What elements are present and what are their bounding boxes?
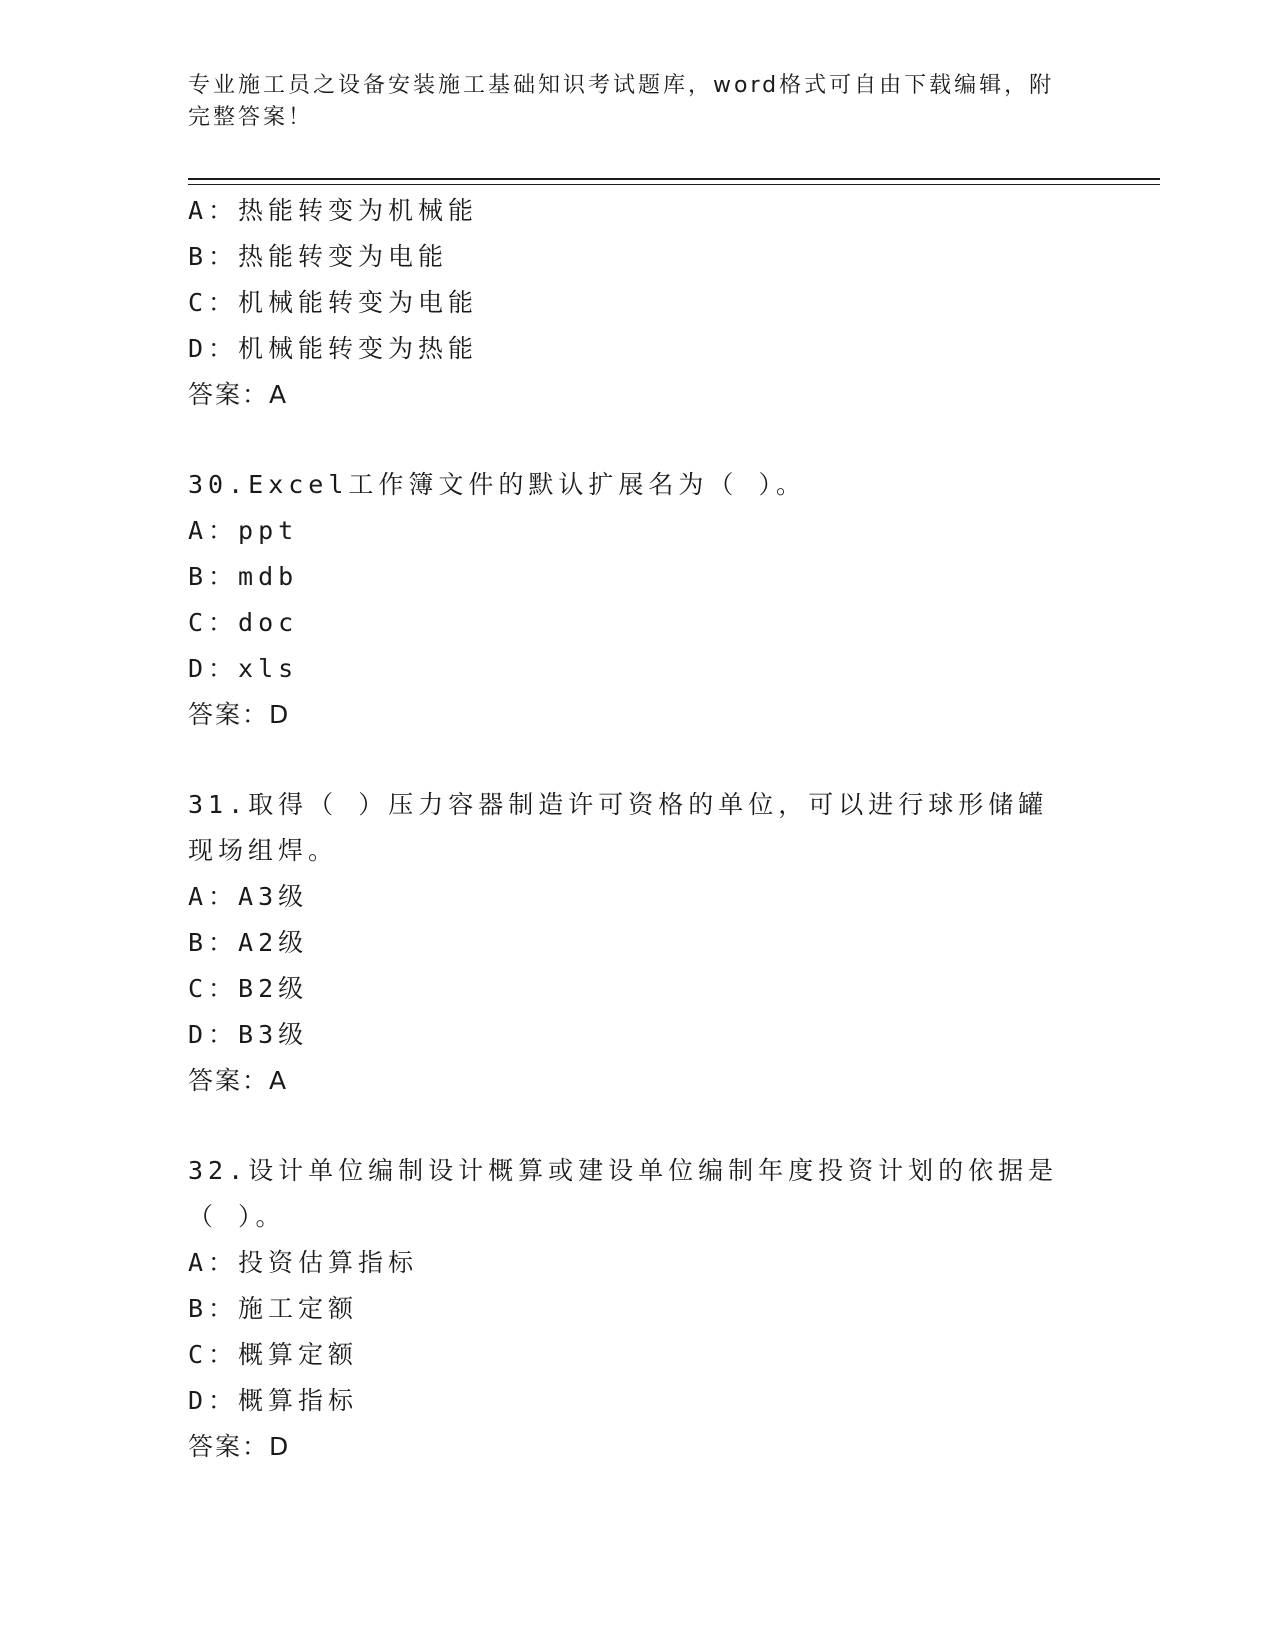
option-c: C：机械能转变为电能 [188, 288, 479, 317]
option-b: B：施工定额 [188, 1294, 359, 1323]
question-block-29 [188, 188, 1068, 418]
option-d: D：概算指标 [188, 1386, 359, 1415]
answer-line: 答案：D [188, 1432, 291, 1461]
option-c: C：doc [188, 608, 299, 637]
question-stem: 31.取得（ ）压力容器制造许可资格的单位，可以进行球形储罐现场组焊。 [188, 790, 1049, 865]
option-a: A：热能转变为机械能 [188, 196, 479, 225]
option-d: D：xls [188, 654, 299, 683]
answer-line: 答案：A [188, 380, 289, 409]
option-c: C：概算定额 [188, 1340, 359, 1369]
option-d: D：机械能转变为热能 [188, 334, 479, 363]
option-a: A：ppt [188, 516, 299, 545]
question-block-31 [188, 782, 1068, 1104]
option-a: A：投资估算指标 [188, 1248, 419, 1277]
option-a: A：A3级 [188, 882, 309, 911]
option-b: B：mdb [188, 562, 299, 591]
option-d: D：B3级 [188, 1020, 309, 1049]
option-b: B：A2级 [188, 928, 309, 957]
option-b: B：热能转变为电能 [188, 242, 449, 271]
question-block-30 [188, 462, 1068, 738]
option-c: C：B2级 [188, 974, 309, 1003]
header-divider-thin [188, 184, 1160, 185]
document-header: 专业施工员之设备安装施工基础知识考试题库，word格式可自由下载编辑，附完整答案！ [188, 73, 1055, 130]
question-stem: 30.Excel工作簿文件的默认扩展名为（ ）。 [188, 470, 806, 499]
answer-line: 答案：A [188, 1066, 289, 1095]
answer-line: 答案：D [188, 700, 291, 729]
question-block-32 [188, 1148, 1068, 1470]
header-divider-thick [188, 178, 1160, 180]
question-stem: 32.设计单位编制设计概算或建设单位编制年度投资计划的依据是（ ）。 [188, 1156, 1059, 1231]
question-list [188, 188, 1068, 1514]
